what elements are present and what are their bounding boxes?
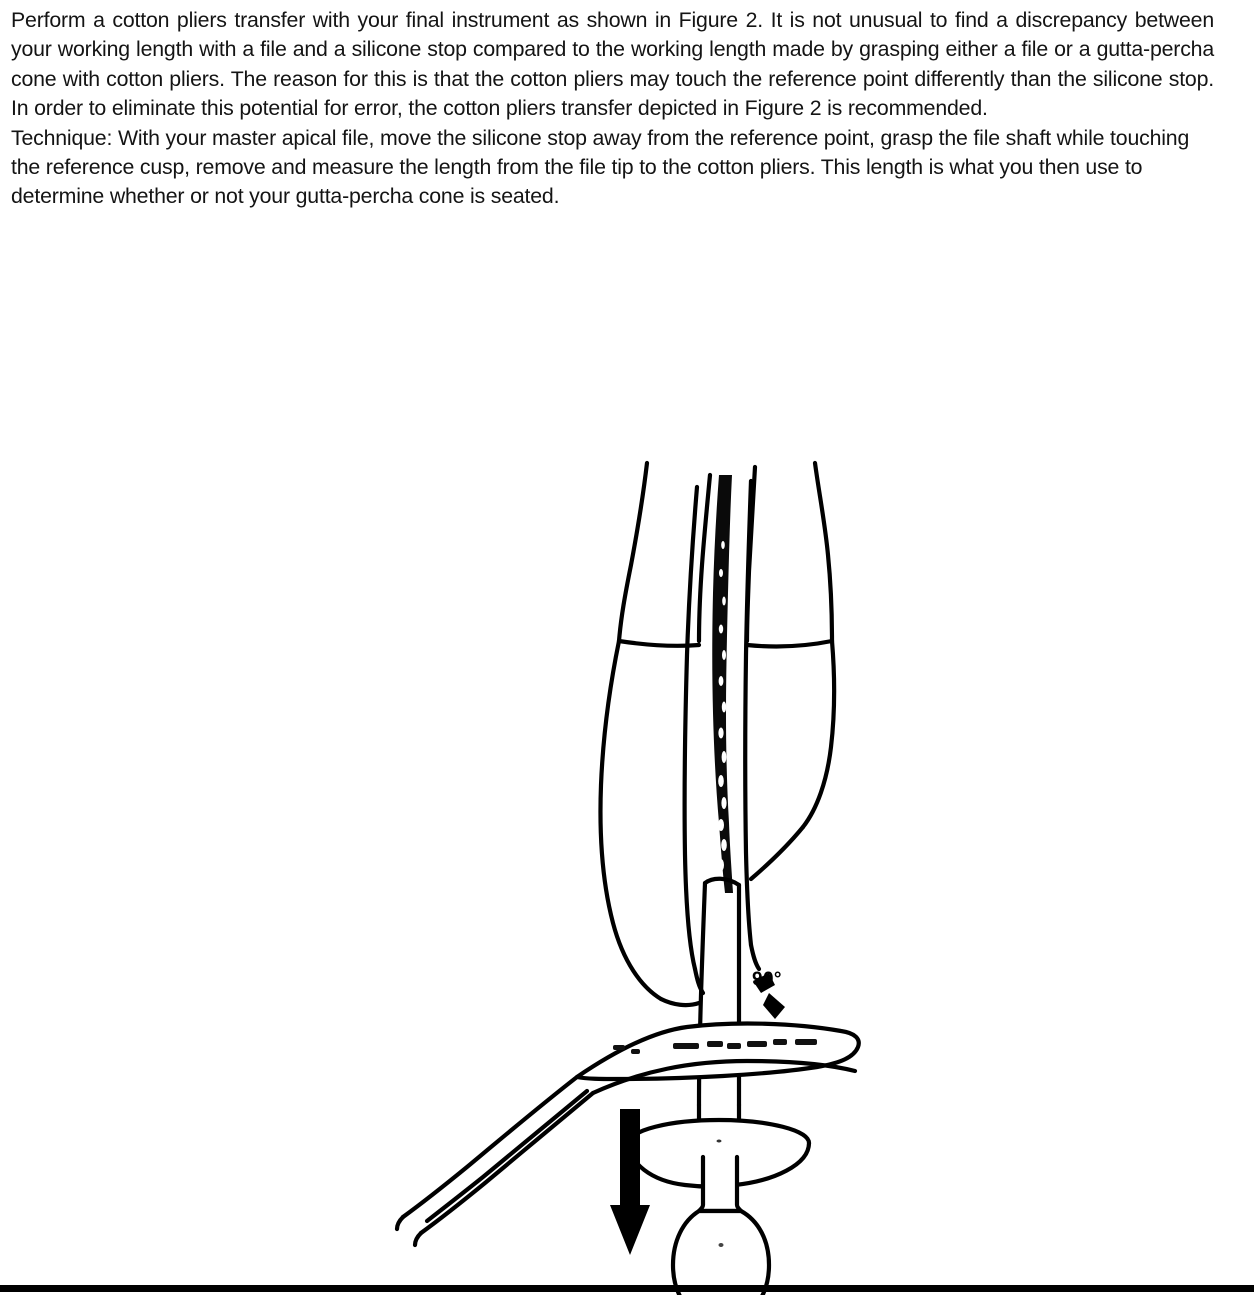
figure-illustration (355, 445, 875, 1295)
bottom-black-rule (0, 1285, 1254, 1292)
tooth-left-root-outline (619, 463, 647, 641)
tooth-crown-left-cusp-tip (661, 999, 699, 1005)
tooth-crown-right-cusp (751, 827, 803, 879)
file-handle-neck (699, 1157, 741, 1211)
cotton-pliers-arm-lower (421, 1093, 593, 1233)
tooth-crown-left-contour (601, 641, 662, 999)
figure-cotton-pliers-transfer (355, 445, 875, 1295)
cotton-pliers-upper-beak (577, 1024, 859, 1079)
silicone-stop-center-hole (717, 1140, 722, 1143)
cotton-pliers-arm-inner (427, 1091, 587, 1221)
paragraph-2: Technique: With your master apical file, move the silicone stop away from the reference point, grasp the file shaft while touching the reference cusp, remove and measure the length from the file tip to the cotton pliers. This length is what you then use to determine whether or not your gutta-percha cone is seated. (11, 125, 1190, 209)
cotton-pliers-arm-tip-lower (415, 1233, 421, 1245)
angle-annotation-label: 90° (752, 969, 782, 990)
file-handle-body (673, 1211, 769, 1295)
endodontic-file (712, 475, 733, 893)
tooth-cervical-line-right (747, 641, 832, 646)
cotton-pliers-arm-tip-upper (397, 1217, 403, 1229)
tooth-crown-right-contour (803, 641, 834, 827)
root-canal-convergence-right (751, 945, 759, 969)
root-canal-left-wall (685, 487, 697, 969)
file-handle-center-dot (719, 1243, 724, 1247)
paragraph-1: Perform a cotton pliers transfer with your final instrument as shown in Figure 2. It is not unusual to find a discrepancy between your working length with a file and a silicone stop compared to the working length made by grasping either a file or a gutta-percha cone with cotton pliers. The reason for this is that the cotton pliers may touch the reference point differently than the silicone stop. In order to eliminate this potential for error, the cotton pliers transfer depicted in Figure 2 is recommended. (11, 8, 1214, 121)
tooth-right-root-outline (815, 463, 832, 641)
tooth-left-root-inner (699, 475, 710, 641)
file-shaft-taper-top (705, 879, 739, 885)
root-canal-right-wall (745, 481, 751, 945)
cotton-pliers-arm-upper (403, 1077, 577, 1217)
body-text-block (11, 6, 1214, 212)
